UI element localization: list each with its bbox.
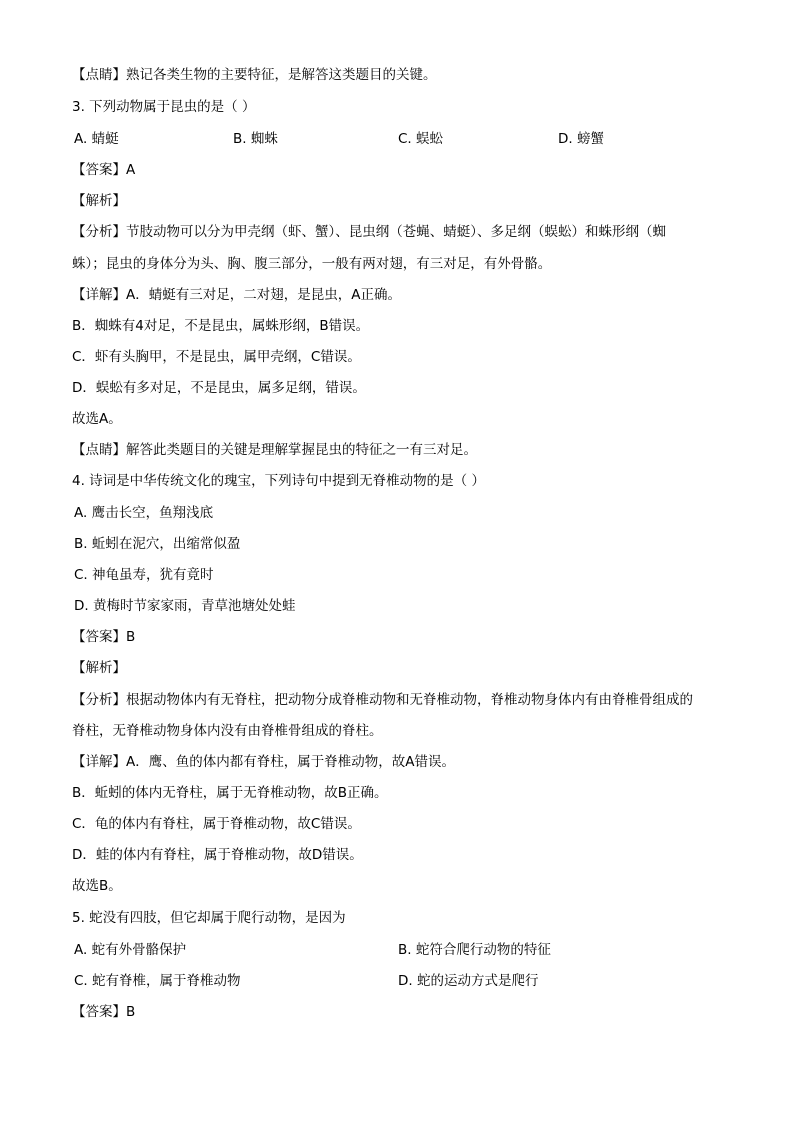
line-text: 4. 诗词是中华传统文化的瑰宝，下列诗句中提到无脊椎动物的是（ ）	[72, 473, 485, 489]
text-line	[72, 877, 122, 895]
analysis-heading	[72, 659, 126, 677]
q4-option-a	[74, 504, 213, 522]
line-text: 3. 下列动物属于昆虫的是（ ）	[72, 99, 256, 115]
question-4-stem	[72, 472, 485, 490]
line-text: C．龟的体内有脊柱，属于脊椎动物，故C错误。	[72, 816, 361, 832]
text-line	[72, 317, 369, 335]
line-text: B	[126, 1004, 136, 1020]
line-text: A．鹰、鱼的体内都有脊柱，属于脊椎动物，故A错误。	[126, 754, 455, 770]
line-text: 根据动物体内有无脊柱，把动物分成脊椎动物和无脊椎动物，脊椎动物身体内有由脊椎骨组成的	[126, 692, 693, 708]
line-text: D．蜈蚣有多对足，不是昆虫，属多足纲，错误。	[72, 380, 366, 396]
line-text: B	[126, 629, 136, 645]
text-line	[72, 691, 693, 709]
q5-option-b: B. 蛇符合爬行动物的特征	[398, 942, 551, 958]
line-text: A．蜻蜓有三对足，二对翅，是昆虫，A正确。	[126, 287, 401, 303]
q5-option-d: D. 蛇的运动方式是爬行	[398, 973, 539, 989]
section-tag: 【详解】	[72, 287, 126, 303]
answer-line	[72, 1003, 135, 1021]
q4-option-c	[74, 566, 214, 584]
answer-line	[72, 161, 135, 179]
section-tag: 【点睛】	[72, 442, 126, 458]
section-tag: 【答案】	[72, 1004, 126, 1020]
q3-option-b: B. 蜘蛛	[233, 131, 278, 147]
answer-line	[72, 628, 135, 646]
q3-option-c: C. 蜈蚣	[398, 131, 444, 147]
line-text: A	[126, 162, 136, 178]
line-text: 节肢动物可以分为甲壳纲（虾、蟹）、昆虫纲（苍蝇、蜻蜓）、多足纲（蜈蚣）和蛛形纲（蜘	[126, 224, 666, 240]
line-text: C. 神龟虽寿，犹有竟时	[74, 567, 214, 583]
q4-option-d	[74, 597, 295, 615]
q4-option-b	[74, 535, 240, 553]
line-text: 5. 蛇没有四肢，但它却属于爬行动物，是因为	[72, 910, 346, 926]
line-text: B. 蚯蚓在泥穴，出缩常似盈	[74, 536, 241, 552]
line-text: 蛛）；昆虫的身体分为头、胸、腹三部分，一般有两对翅，有三对足，有外骨骼。	[72, 256, 552, 272]
line-text: 故选B。	[72, 878, 122, 894]
section-tag: 【点睛】	[72, 67, 126, 83]
section-tag: 【详解】	[72, 754, 126, 770]
question-3-stem	[72, 98, 255, 116]
question-5-stem	[72, 909, 346, 927]
text-line	[72, 66, 437, 84]
text-line	[72, 410, 122, 428]
q3-option-d: D. 螃蟹	[558, 131, 604, 147]
section-tag: 【分析】	[72, 692, 126, 708]
q5-option-c: C. 蛇有脊椎，属于脊椎动物	[74, 973, 241, 989]
text-line	[72, 286, 401, 304]
text-line	[72, 846, 363, 864]
line-text: C．虾有头胸甲，不是昆虫，属甲壳纲，C错误。	[72, 349, 361, 365]
q5-option-a: A. 蛇有外骨骼保护	[74, 942, 187, 958]
line-text: 脊柱，无脊椎动物身体内没有由脊椎骨组成的脊柱。	[72, 723, 383, 739]
section-tag: 【答案】	[72, 162, 126, 178]
section-tag: 【分析】	[72, 224, 126, 240]
line-text: 解答此类题目的关键是理解掌握昆虫的特征之一有三对足。	[126, 442, 477, 458]
line-text: 故选A。	[72, 411, 122, 427]
line-text: D. 黄梅时节家家雨，青草池塘处处蛙	[74, 598, 296, 614]
line-text: B．蚯蚓的体内无脊柱，属于无脊椎动物，故B正确。	[72, 785, 388, 801]
section-tag: 【答案】	[72, 629, 126, 645]
line-text: 熟记各类生物的主要特征，是解答这类题目的关键。	[126, 67, 437, 83]
text-line	[72, 441, 477, 459]
text-line	[72, 784, 388, 802]
text-line	[72, 255, 551, 273]
analysis-heading	[72, 192, 126, 210]
section-tag: 【解析】	[72, 660, 126, 676]
text-line	[72, 815, 361, 833]
line-text: D．蛙的体内有脊柱，属于脊椎动物，故D错误。	[72, 847, 363, 863]
section-tag: 【解析】	[72, 193, 126, 209]
q3-option-a: A. 蜻蜓	[74, 131, 119, 147]
line-text: A. 鹰击长空，鱼翔浅底	[74, 505, 214, 521]
text-line	[72, 753, 455, 771]
text-line	[72, 379, 366, 397]
text-line	[72, 223, 666, 241]
text-line	[72, 348, 361, 366]
text-line	[72, 722, 383, 740]
line-text: B．蜘蛛有4对足，不是昆虫，属蛛形纲，B错误。	[72, 318, 370, 334]
